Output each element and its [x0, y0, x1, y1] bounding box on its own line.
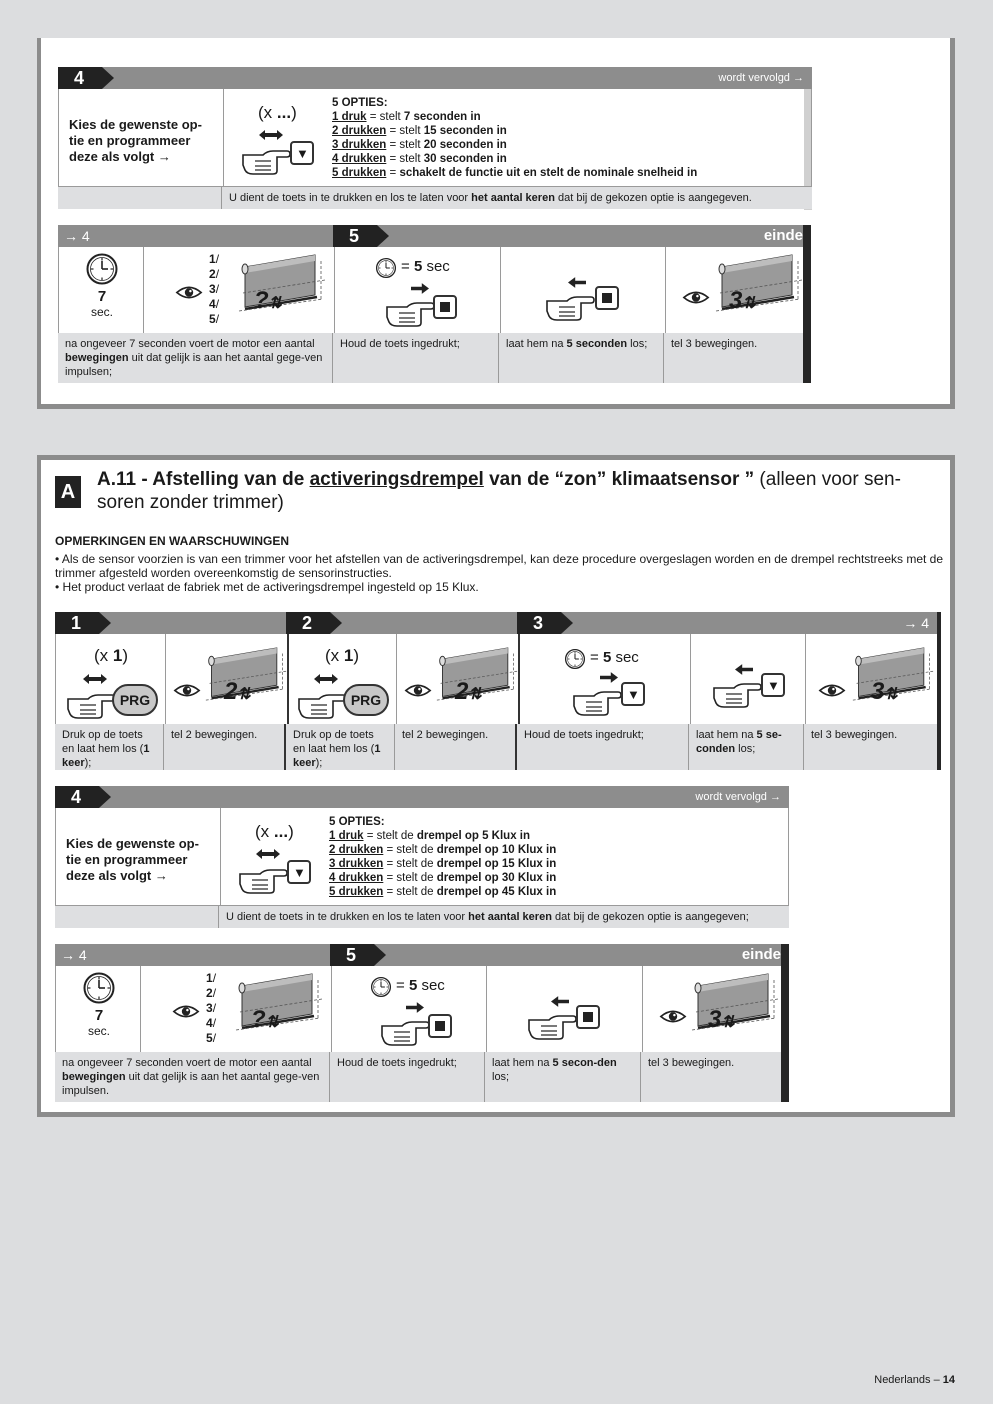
five-seconds-label: = 5 sec	[401, 258, 450, 275]
option-2: 2 drukken = stelt 15 seconden in	[332, 125, 507, 137]
up-down-icon: ⇅	[268, 295, 283, 312]
arrow-right-icon: →	[903, 615, 918, 631]
divider	[805, 634, 806, 724]
divider	[500, 247, 501, 333]
arrow-right-icon: →	[61, 947, 75, 963]
caption-count2: tel 2 bewegingen.	[164, 724, 286, 770]
x-count-label: (x ...)	[258, 103, 297, 122]
roller-blind-icon	[714, 252, 804, 314]
two-movements-label: 2⇅	[224, 678, 251, 705]
eye-icon	[682, 289, 710, 306]
clock-icon	[375, 257, 397, 279]
up-down-icon: ⇅	[265, 1014, 280, 1031]
arrow-right-icon: →	[154, 868, 168, 883]
option-1: 1 druk = stelt 7 seconden in	[332, 111, 481, 123]
caption-press: Druk op de toets en laat hem los (1 keer);	[55, 724, 164, 770]
down-button-icon: ▼	[621, 682, 645, 706]
caption-count2: tel 2 bewegingen.	[395, 724, 517, 770]
continue-label: wordt vervolgd →	[695, 791, 781, 803]
divider	[331, 966, 332, 1052]
caption-press: Druk op de toets en laat hem los (1 keer);	[286, 724, 395, 770]
continue-header	[55, 944, 330, 966]
caption-hold: Houd de toets ingedrukt;	[517, 724, 689, 770]
pointing-hand-icon	[545, 287, 595, 321]
step-number: 4	[55, 786, 99, 808]
step4-body	[58, 89, 812, 187]
row-captions	[58, 333, 803, 383]
seven-seconds: 7 sec.	[87, 1007, 110, 1038]
step-number: 1	[55, 612, 99, 634]
caption-hold: Houd de toets ingedrukt;	[333, 333, 499, 383]
section-title: A.11 - Afstelling van de activeringsdrempel van de “zon” klimaatsensor ” (alleen voor sen-soren zonder trimmer)	[97, 469, 901, 513]
option-3: 3 drukken = stelt de drempel op 15 Klux in	[329, 858, 557, 870]
divider	[287, 634, 289, 724]
arrow-right-icon: →	[64, 228, 78, 244]
down-button-icon: ▼	[290, 141, 314, 165]
caption-motor: na ongeveer 7 seconden voert de motor een aantal bewegingen uit dat gelijk is aan het aantal gege-ven impulsen;	[58, 333, 333, 383]
eye-icon	[172, 1003, 200, 1020]
pointing-hand-icon	[712, 674, 762, 708]
step4-footer	[55, 906, 789, 928]
step4-header	[58, 67, 812, 89]
divider	[165, 634, 166, 724]
caption-release: laat hem na 5 se-conden los;	[689, 724, 804, 770]
step-number: 2	[286, 612, 330, 634]
end-label: einde	[763, 227, 803, 244]
page-footer: Nederlands – 14	[874, 1374, 955, 1386]
up-down-icon: ⇅	[468, 686, 482, 703]
step4-footnote: U dient de toets in te drukken en los te laten voor het aantal keren dat bij de gekozen optie is aangegeven;	[226, 911, 749, 923]
five-seconds-label: = 5 sec	[590, 649, 639, 666]
stop-button-icon	[433, 295, 457, 319]
step-number: 4	[58, 67, 102, 89]
divider	[140, 966, 141, 1052]
option-4: 4 drukken = stelt 30 seconden in	[332, 153, 507, 165]
eye-icon	[173, 682, 201, 699]
option-5: 5 drukken = schakelt de functie uit en stelt de nominale snelheid in	[332, 167, 698, 179]
arrow-right-icon: →	[770, 791, 781, 803]
divider	[690, 634, 691, 724]
step5-header	[333, 225, 811, 247]
step-number: 5	[333, 225, 377, 247]
continuation-label: → 4	[61, 947, 87, 963]
caption-count3: tel 3 bewegingen.	[811, 729, 898, 741]
steps-body	[55, 634, 937, 724]
option-1: 1 druk = stelt de drempel op 5 Klux in	[329, 830, 531, 842]
section-badge: A	[55, 476, 81, 508]
up-down-icon: ⇅	[237, 686, 251, 703]
row-body	[58, 247, 803, 333]
left-right-arrows-icon	[258, 130, 284, 140]
caption-hold: Houd de toets ingedrukt;	[330, 1052, 485, 1102]
up-down-icon: ⇅	[742, 295, 756, 312]
five-seconds-label: = 5 sec	[396, 977, 445, 994]
step2-header	[286, 612, 517, 634]
up-down-icon: ⇅	[884, 686, 898, 703]
pointing-hand-icon	[385, 293, 435, 327]
divider	[665, 247, 666, 333]
step4-instruction: Kies de gewenste op- tie en programmeer deze als volgt →	[66, 836, 199, 883]
continue-header	[58, 225, 333, 247]
eye-icon	[404, 682, 432, 699]
pointing-hand-icon	[527, 1006, 577, 1040]
divider	[220, 808, 221, 906]
eye-icon	[659, 1008, 687, 1025]
stop-button-icon	[595, 286, 619, 310]
notes-heading: OPMERKINGEN EN WAARSCHUWINGEN	[55, 534, 290, 548]
step4-body	[55, 808, 789, 906]
pointing-hand-icon	[572, 682, 622, 716]
down-button-icon: ▼	[761, 673, 785, 697]
clock-icon	[82, 971, 116, 1005]
three-movements-label: 3⇅	[708, 1006, 735, 1033]
arrow-right-icon: →	[793, 72, 804, 84]
unknown-movements-label: ?⇅	[254, 287, 283, 314]
divider	[486, 966, 487, 1052]
prg-button-icon: PRG	[112, 684, 158, 716]
movement-count-list: 1/ 2/ 3/ 4/ 5/	[206, 971, 217, 1045]
option-4: 4 drukken = stelt de drempel op 30 Klux in	[329, 872, 557, 884]
caption-count: tel 3 bewegingen.	[648, 1057, 735, 1069]
step4-instruction: Kies de gewenste op- tie en programmeer deze als volgt →	[69, 117, 202, 164]
clock-icon	[564, 648, 586, 670]
press-once-label: (x 1)	[325, 646, 360, 665]
clock-icon	[370, 976, 392, 998]
pointing-hand-icon	[238, 860, 288, 894]
divider	[143, 247, 144, 333]
movement-count-list: 1/ 2/ 3/ 4/ 5/	[209, 252, 220, 326]
continuation-label: → 4	[64, 228, 90, 244]
eye-icon	[818, 682, 846, 699]
steps-captions	[55, 724, 937, 770]
step3-header	[517, 612, 937, 634]
continuation-label: → 4	[903, 615, 929, 631]
pointing-hand-icon	[241, 141, 291, 175]
press-once-label: (x 1)	[94, 646, 129, 665]
roller-blind-icon	[690, 971, 780, 1033]
caption-release: laat hem na 5 secon-den los;	[485, 1052, 641, 1102]
row-body	[55, 966, 781, 1052]
pointing-hand-icon	[66, 685, 116, 719]
option-5: 5 drukken = stelt de drempel op 45 Klux in	[329, 886, 557, 898]
notes	[55, 552, 945, 594]
divider	[642, 966, 643, 1052]
step5-header	[330, 944, 789, 966]
left-right-arrows-icon	[313, 674, 339, 684]
divider	[223, 89, 224, 187]
unknown-movements-label: ?⇅	[251, 1006, 280, 1033]
clock-icon	[85, 252, 119, 286]
edge-shadow	[937, 612, 941, 770]
three-movements-label: 3⇅	[729, 287, 756, 314]
row-captions	[55, 1052, 781, 1102]
caption-count: tel 3 bewegingen.	[671, 338, 758, 350]
step1-header	[55, 612, 286, 634]
seven-seconds: 7 sec.	[90, 288, 113, 319]
end-label: einde	[741, 946, 781, 963]
divider	[396, 634, 397, 724]
option-3: 3 drukken = stelt 20 seconden in	[332, 139, 507, 151]
edge-shadow	[803, 225, 811, 383]
three-movements-label: 3⇅	[871, 678, 898, 705]
stop-button-icon	[576, 1005, 600, 1029]
down-button-icon: ▼	[287, 860, 311, 884]
x-count-label: (x ...)	[255, 822, 294, 841]
pointing-hand-icon	[297, 685, 347, 719]
caption-motor: na ongeveer 7 seconden voert de motor een aantal bewegingen uit dat gelijk is aan het aantal gege-ven impulsen.	[55, 1052, 330, 1102]
step4-footer	[58, 187, 812, 209]
top-panel	[37, 38, 955, 409]
continue-label: wordt vervolgd →	[718, 72, 804, 84]
left-right-arrows-icon	[82, 674, 108, 684]
stop-button-icon	[428, 1014, 452, 1038]
bottom-panel	[37, 455, 955, 1117]
prg-button-icon: PRG	[343, 684, 389, 716]
eye-icon	[175, 284, 203, 301]
option-2: 2 drukken = stelt de drempel op 10 Klux in	[329, 844, 557, 856]
step4-footnote: U dient de toets in te drukken en los te laten voor het aantal keren dat bij de gekozen optie is aangegeven.	[229, 192, 752, 204]
left-right-arrows-icon	[255, 849, 281, 859]
note-2: • Het product verlaat de fabriek met de activeringsdrempel ingesteld op 15 Klux.	[55, 580, 479, 594]
divider	[518, 634, 520, 724]
edge-shadow	[781, 944, 789, 1102]
options-list: 5 OPTIES: 1 druk = stelt de drempel op 5 Klux in 2 drukken = stelt de drempel op 10 Klux in 3 drukken = stelt de drempel op 15 Klux in 4 drukken = stelt de drempel op 30 Klux in 5 drukken = stelt de drempel op 45 Klux in	[329, 815, 779, 899]
step-number: 5	[330, 944, 374, 966]
two-movements-label: 2⇅	[455, 678, 482, 705]
step4-header	[55, 786, 789, 808]
divider	[334, 247, 335, 333]
caption-release: laat hem na 5 seconden los;	[499, 333, 664, 383]
arrow-right-icon: →	[157, 149, 171, 164]
options-list: 5 OPTIES: 1 druk = stelt 7 seconden in 2 drukken = stelt 15 seconden in 3 drukken = stelt 20 seconden in 4 drukken = stelt 30 seconden in 5 drukken = schakelt de functie uit en stelt de nominale snelheid in	[332, 96, 802, 180]
up-down-icon: ⇅	[721, 1014, 735, 1031]
pointing-hand-icon	[380, 1012, 430, 1046]
step-number: 3	[517, 612, 561, 634]
note-1: • Als de sensor voorzien is van een trimmer voor het afstellen van de activeringsdrempel, kan deze procedure overgeslagen worden en de drempel rechtstreeks met de trimmer afgesteld worden overeenkomstig de sensorinstructies.	[55, 552, 944, 580]
